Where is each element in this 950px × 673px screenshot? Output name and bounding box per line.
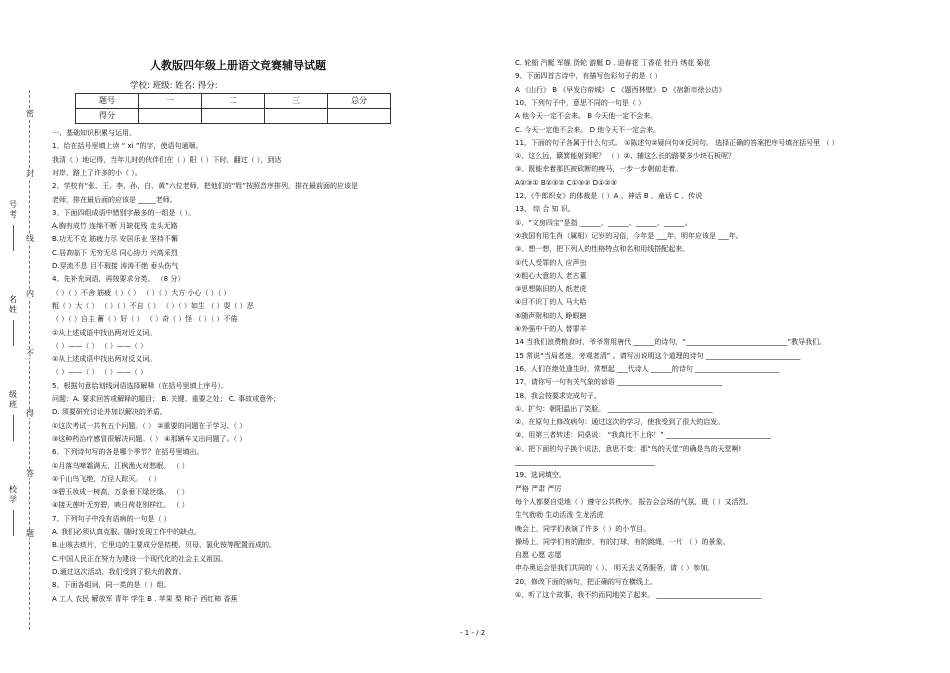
score-table-score-row — [76, 109, 391, 124]
score-table-header-row — [76, 94, 391, 109]
left-question-line: 7、下列句子中没有语病的一句是（ ） — [52, 514, 171, 523]
right-question-line: 16、人们在绝处逢生时，常想起 ___代诗人 ______的诗句 ________________________ — [515, 364, 780, 373]
left-question-line: ④接天莲叶无穷碧，映日荷花别样红。 （ ） — [52, 501, 189, 510]
name-label: 名姓 — [9, 295, 17, 314]
left-question-line: D.通过这次活动，我们受到了很大的教育。 — [52, 567, 186, 576]
left-question-line: ①这次考试一共有五个问题。（ ） ②重要的问题在于学习。（ ） — [52, 421, 247, 430]
seal-mark: 密 — [26, 109, 34, 118]
left-question-line: ③这种药治疗感冒很解决问题。（ ） ④那辆车又出问题了。（ ） — [52, 434, 247, 443]
score-input-cell[interactable] — [202, 109, 265, 124]
score-cell: 题号 — [76, 94, 139, 109]
left-question-line: ②从上述成语中找出两对反义词。 — [52, 355, 157, 364]
right-question-line: ④、把下面的句子换个说法，意思不变：那“鸟的天堂”的确是鸟的天堂啊! — [515, 444, 742, 453]
left-question-line: 1、给在括号里填上读 “ xì ”的字，使语句通顺。 — [52, 142, 203, 151]
right-question-line: 生气勃勃 生动活泼 生龙活虎 — [515, 511, 604, 520]
seal-mark: 不 — [26, 349, 34, 358]
right-question-line: 申办奥运会是我们共同的（ ）。 明天去义务服务，请（ ）参加。 — [515, 564, 715, 573]
score-cell: 得分 — [76, 109, 139, 124]
page-number: - 1 - / 2 — [460, 629, 486, 637]
left-question-line: 一、基础知识积累与运用。 — [52, 129, 136, 137]
left-question-line: 粗（ ）大（ ） （ ）（ ）不自（ ） （ ）（ ）如生 （ ）耍（ ）恶 — [52, 301, 254, 310]
right-question-line: 13、 综 合 知 识。 — [515, 205, 575, 214]
student-info-line: 学校: 班级: 姓名: 得分: — [130, 81, 218, 91]
left-question-line: B.止咳去痰片，它里边的主要成分是桔梗、贝母、氯化铵等配置而成的。 — [52, 541, 277, 550]
right-question-line: 晚会上，同学们表演了许多（ ）的小节目。 — [515, 524, 651, 533]
right-question-line: ①代人受罪的人 应声虫 — [515, 258, 587, 267]
seal-mark: 题 — [26, 529, 34, 538]
right-question-line: 10、下列句子中，意思不同的一句是（ ） — [515, 98, 646, 107]
seal-mark: 得 — [26, 409, 34, 418]
binding-margin — [0, 40, 48, 640]
right-question-line: ②粗心大意的人 老古董 — [515, 271, 587, 280]
left-question-line: 我清（ ）地记得，当年儿时的伙伴们在（ ）阳（ ）下时，翻过（ ），到达 — [52, 155, 282, 164]
score-cell: 总分 — [328, 94, 391, 109]
score-cell: 一 — [139, 94, 202, 109]
right-question-line: ①、这么远，簸箕能射到呢？ （ ）②、辅这么长的路要多少块石板呢？ — [515, 152, 736, 161]
right-question-line: 操场上，同学们有的跑步，有的打球，有的跳绳，一片 （ ）的景象。 — [515, 537, 730, 546]
right-question-line: 18、我会按要求完成句子。 — [515, 391, 601, 400]
right-question-line: 15 常说“当局者迷，旁观者清” 。请写出说明这个道理的诗句 ___________________________ — [515, 351, 801, 360]
right-question-line: 每个人都要自觉地（ ）遵守公共秩序。 报告会会场的气氛，既（ ）又活烈。 — [515, 497, 753, 506]
left-question-line: B.功无不克 筋疲力尽 安居乐业 坚持不懈 — [52, 235, 178, 244]
seal-mark: 线 — [26, 234, 34, 243]
right-question-line: A②③① B②③② C①③② D①②③ — [515, 178, 617, 187]
right-question-line: ③思想陈旧的人 纸老虎 — [515, 285, 587, 294]
right-question-line: C. 轮船 汽艇 军舰 货轮 游艇 D . 迎春花 丁香花 牡丹 绣花 菊花 — [515, 59, 711, 67]
left-question-line: A.胸有成竹 连绵不断 月缺花残 走头无路 — [52, 222, 178, 231]
left-question-line: ①从上述成语中找出两对近义词。 — [52, 328, 157, 337]
score-input-cell[interactable] — [328, 109, 391, 124]
name-blank — [13, 320, 14, 346]
right-question-line: ①、听了这个故事，我不约而同地笑了起来。 ______________________________ — [515, 591, 762, 599]
right-question-line: ④目不识丁的人 马大哈 — [515, 298, 587, 307]
seal-mark: 封 — [26, 169, 34, 178]
left-question-line: 对岸，路上了许多的小（ ）。 — [52, 168, 142, 177]
right-question-line: ③、用第三者转述：同桌说： “我真比不上你！” ______________________________ — [515, 431, 771, 440]
right-question-line: 严格 严肃 严厉 — [515, 484, 562, 493]
right-question-line: ③、既能幸着那匹被砍断的瘦马，一步一步朝前走着。 — [515, 165, 683, 174]
score-input-cell[interactable] — [139, 109, 202, 124]
score-cell: 二 — [202, 94, 265, 109]
left-question-line: A. 我们必须认真克服、随时发现工作中的缺点。 — [52, 528, 202, 536]
left-question-line: 老师，排在最后面的应该是 _____老师。 — [52, 195, 177, 204]
right-question-line: 12、《牛郎织女》的体裁是（ ）A 、神话 B 、童话 C 、传说 — [515, 192, 703, 200]
left-question-line: A 工人 农民 解放军 青年 学生 B . 苹果 梨 柿子 西红柿 香蕉 — [52, 594, 238, 603]
right-question-line: A 《山行》 B 《早发白帝城》 C 《题西林壁》 D 《宿新市徐公店》 — [515, 85, 726, 94]
score-table — [75, 93, 391, 124]
right-question-line: ⑥外强中干的人 替罪羊 — [515, 325, 587, 333]
right-question-line: ①、扩句：朝阳温出了笑脸。 ______________________________ — [515, 404, 713, 413]
right-question-line: 19、选词填空。 — [515, 471, 566, 480]
right-question-line: A 他今天一定不会来。 B 今天他一定不会来。 — [515, 112, 658, 121]
left-question-line: 8、下面各组词，同一类的是（ ）组。 — [52, 581, 171, 590]
right-question-line: ②、在原句上修改病句：通过这次的学习，使我受到了很大的启发。 — [515, 418, 725, 427]
right-question-line: ①、“文房四宝”是指 ______、______、______、______。 — [515, 218, 692, 227]
left-question-line: 3、下面四组成语中错别字最多的一组是（ ）。 — [52, 208, 196, 217]
left-question-line: D. 须要研究讨论并加以解决的矛盾。 — [52, 408, 167, 417]
school-blank — [13, 510, 14, 536]
left-question-line: ③碧玉妆成一树高，万条垂下绿丝绦。 （ ） — [52, 488, 189, 497]
seal-mark: 内 — [26, 289, 34, 298]
right-question-line: 11、下面的句子各属于什么句式。 ①陈述句②疑问句③反问句。 选择正确的答案把序号填在括号里 （ ） — [515, 138, 839, 147]
seal-mark: 答 — [26, 469, 34, 478]
left-question-line: C.中国人民正在努力为建设一个现代化的社会主义祖国。 — [52, 554, 228, 563]
exam-number-blank — [13, 225, 14, 251]
class-label: 级班 — [9, 390, 17, 409]
left-question-line: ②千山鸟飞绝，万径人踪灭。 （ ） — [52, 474, 161, 483]
left-question-line: 问题：A. 要求回答或解释的题目； B. 关键、重要之处； C. 事故或意外； — [52, 395, 281, 403]
left-question-line: （ ）（ ）不舍 筋疲（ ）（ ） （ ）（ ）大方 小心（ ）（ ） — [52, 288, 231, 297]
right-question-line: 9、下面四首古诗中，有描写色彩句子的是（ ） — [515, 72, 662, 81]
left-question-line: C.居高临下 无穷无尽 同心协力 兴高采烈 — [52, 248, 178, 257]
right-question-line: 自愿 心愿 志愿 — [515, 551, 562, 560]
left-question-line: 6、下列诗句写的各是哪个季节？在括号里填出。 — [52, 448, 204, 457]
right-question-line: ________________________________________ — [515, 458, 655, 466]
left-question-line: （ ）（ ）自主 蓄（ ）好（ ） （ ）奇（ ）怪 （ ）（ ）不倦 — [52, 315, 238, 324]
exam-number-label: 号考 — [9, 200, 17, 219]
score-cell: 三 — [265, 94, 328, 109]
right-question-line: ③、想一想，把下列人的性格特点和名和用线搭配起来。 — [515, 245, 690, 254]
right-question-line: 20、修改下面的病句，把正确的写在横线上。 — [515, 577, 657, 586]
class-blank — [13, 415, 14, 441]
left-question-line: D.穿流不息 目不瑕接 涛涛不绝 垂头伤气 — [52, 262, 179, 270]
left-question-line: 4、先补充词语，再按要求分类。 （8 分） — [52, 275, 185, 284]
left-question-line: （ ）——（ ） （ ）——（ ） — [52, 368, 148, 377]
right-question-line: 14 当我们浪费粮食时，爷爷常用唐代 ______的诗句，“_____________________________”教导我们。 — [515, 338, 827, 347]
right-question-line: ⑤随声附和的人 睁眼瞎 — [515, 311, 587, 320]
exam-title: 人教版四年级上册语文竞赛辅导试题 — [150, 59, 326, 72]
school-label: 校学 — [9, 485, 17, 504]
right-question-line: C. 今天一定他不会来。 D 他今天不一定会来。 — [515, 125, 661, 134]
right-question-line: 17、请你写一句有关气象的谚语 ______________________________ — [515, 378, 723, 387]
left-question-line: （ ）——（ ） （ ）——（ ） — [52, 341, 148, 350]
left-question-line: ①月落乌啼霜满天，江枫渔火对愁眠。 （ ） — [52, 461, 189, 470]
left-question-line: 5、根据句意给划线词语选择解释（在括号里填上序号）。 — [52, 381, 228, 390]
right-question-line: ②我国有用生肖（属相）记岁的习俗，今年是 ___年，明年应该是 ___年。 — [515, 231, 743, 240]
score-input-cell[interactable] — [265, 109, 328, 124]
left-question-line: 2、学校有“张、王、李、孙、白、黄”六位老师，把他们的“姓”按照音序排列，排在最前面的应该是 — [52, 182, 358, 191]
